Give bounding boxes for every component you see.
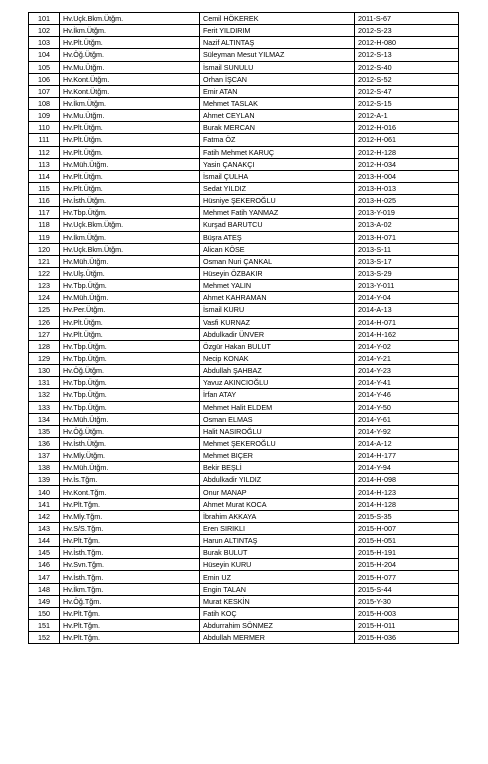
rank-cell: Hv.Mly.Ütğm. xyxy=(60,450,200,462)
rank-cell: Hv.Tbp.Ütğm. xyxy=(60,280,200,292)
table-row xyxy=(29,97,459,109)
rank-cell: Hv.İkm.Tğm. xyxy=(60,583,200,595)
name-cell: Mehmet YALIN xyxy=(200,280,355,292)
rank-cell: Hv.Müh.Ütğm. xyxy=(60,255,200,267)
table-row xyxy=(29,559,459,571)
registry-number-cell: 2014-H-071 xyxy=(355,316,459,328)
table-row xyxy=(29,243,459,255)
name-cell: Mehmet Fatih YANMAZ xyxy=(200,207,355,219)
name-cell: Fatma ÖZ xyxy=(200,134,355,146)
table-row xyxy=(29,377,459,389)
registry-number-cell: 2013-S-17 xyxy=(355,255,459,267)
registry-number-cell: 2013-H-004 xyxy=(355,170,459,182)
table-row xyxy=(29,255,459,267)
row-number: 108 xyxy=(29,97,60,109)
table-row xyxy=(29,437,459,449)
table-row xyxy=(29,280,459,292)
name-cell: Mehmet TASLAK xyxy=(200,97,355,109)
row-number: 107 xyxy=(29,85,60,97)
registry-number-cell: 2012-S-52 xyxy=(355,73,459,85)
row-number: 102 xyxy=(29,25,60,37)
rank-cell: Hv.Mu.Ütğm. xyxy=(60,110,200,122)
name-cell: Hüseyin ÖZBAKIR xyxy=(200,267,355,279)
name-cell: Necip KONAK xyxy=(200,352,355,364)
table-row xyxy=(29,195,459,207)
name-cell: Emir ATAN xyxy=(200,85,355,97)
rank-cell: Hv.Plt.Ütğm. xyxy=(60,122,200,134)
name-cell: Abdulkadir YILDIZ xyxy=(200,474,355,486)
row-number: 133 xyxy=(29,401,60,413)
table-row xyxy=(29,328,459,340)
name-cell: Hüseyin KURU xyxy=(200,559,355,571)
table-row xyxy=(29,207,459,219)
registry-number-cell: 2014-Y-46 xyxy=(355,389,459,401)
name-cell: Büşra ATEŞ xyxy=(200,231,355,243)
rank-cell: Hv.İsth.Tğm. xyxy=(60,571,200,583)
name-cell: Yasin ÇANAKÇI xyxy=(200,158,355,170)
registry-number-cell: 2013-Y-019 xyxy=(355,207,459,219)
rank-cell: Hv.Tbp.Ütğm. xyxy=(60,352,200,364)
row-number: 136 xyxy=(29,437,60,449)
row-number: 141 xyxy=(29,498,60,510)
registry-number-cell: 2013-H-025 xyxy=(355,195,459,207)
row-number: 127 xyxy=(29,328,60,340)
rank-cell: Hv.İsth.Ütğm. xyxy=(60,195,200,207)
registry-number-cell: 2013-H-071 xyxy=(355,231,459,243)
rank-cell: Hv.Plt.Ütğm. xyxy=(60,316,200,328)
registry-number-cell: 2014-Y-23 xyxy=(355,365,459,377)
rank-cell: Hv.İkm.Ütğm. xyxy=(60,231,200,243)
row-number: 106 xyxy=(29,73,60,85)
row-number: 152 xyxy=(29,632,60,644)
name-cell: Sedat YILDIZ xyxy=(200,182,355,194)
registry-number-cell: 2011-S-67 xyxy=(355,13,459,25)
registry-number-cell: 2015-H-077 xyxy=(355,571,459,583)
name-cell: Onur MANAP xyxy=(200,486,355,498)
name-cell: Özgür Hakan BULUT xyxy=(200,340,355,352)
name-cell: İsmail SUNULU xyxy=(200,61,355,73)
row-number: 125 xyxy=(29,304,60,316)
registry-number-cell: 2014-Y-94 xyxy=(355,462,459,474)
table-row xyxy=(29,583,459,595)
registry-number-cell: 2014-H-162 xyxy=(355,328,459,340)
rank-cell: Hv.İsth.Tğm. xyxy=(60,547,200,559)
table-row xyxy=(29,365,459,377)
row-number: 117 xyxy=(29,207,60,219)
registry-number-cell: 2014-H-098 xyxy=(355,474,459,486)
row-number: 110 xyxy=(29,122,60,134)
registry-number-cell: 2015-Y-30 xyxy=(355,595,459,607)
name-cell: Abdullah MERMER xyxy=(200,632,355,644)
rank-cell: Hv.Svn.Tğm. xyxy=(60,559,200,571)
row-number: 147 xyxy=(29,571,60,583)
name-cell: Hüsniye ŞEKEROĞLU xyxy=(200,195,355,207)
row-number: 124 xyxy=(29,292,60,304)
rank-cell: Hv.Öğ.Ütğm. xyxy=(60,365,200,377)
table-row xyxy=(29,134,459,146)
rank-cell: Hv.Plt.Tğm. xyxy=(60,498,200,510)
name-cell: Mehmet BIÇER xyxy=(200,450,355,462)
name-cell: Ferit YILDIRIM xyxy=(200,25,355,37)
name-cell: Süleyman Mesut YILMAZ xyxy=(200,49,355,61)
registry-number-cell: 2014-Y-61 xyxy=(355,413,459,425)
registry-number-cell: 2014-Y-02 xyxy=(355,340,459,352)
name-cell: Murat KESKİN xyxy=(200,595,355,607)
name-cell: Ahmet CEYLAN xyxy=(200,110,355,122)
table-row xyxy=(29,352,459,364)
registry-number-cell: 2012-H-061 xyxy=(355,134,459,146)
registry-number-cell: 2014-Y-21 xyxy=(355,352,459,364)
name-cell: Ahmet Murat KOCA xyxy=(200,498,355,510)
registry-number-cell: 2012-S-13 xyxy=(355,49,459,61)
name-cell: İbrahim AKKAYA xyxy=(200,510,355,522)
name-cell: İrfan ATAY xyxy=(200,389,355,401)
table-row xyxy=(29,522,459,534)
registry-number-cell: 2013-H-013 xyxy=(355,182,459,194)
row-number: 130 xyxy=(29,365,60,377)
row-number: 112 xyxy=(29,146,60,158)
name-cell: Eren SIRIKLI xyxy=(200,522,355,534)
rank-cell: Hv.Plt.Ütğm. xyxy=(60,182,200,194)
registry-number-cell: 2014-Y-41 xyxy=(355,377,459,389)
name-cell: Vasfi KURNAZ xyxy=(200,316,355,328)
rank-cell: Hv.Plt.Ütğm. xyxy=(60,170,200,182)
rank-cell: Hv.İkm.Ütğm. xyxy=(60,25,200,37)
rank-cell: Hv.Plt.Ütğm. xyxy=(60,134,200,146)
name-cell: İsmail ÇULHA xyxy=(200,170,355,182)
name-cell: Mehmet ŞEKEROĞLU xyxy=(200,437,355,449)
rank-cell: Hv.Müh.Ütğm. xyxy=(60,413,200,425)
registry-number-cell: 2015-H-191 xyxy=(355,547,459,559)
registry-number-cell: 2014-A-13 xyxy=(355,304,459,316)
registry-number-cell: 2012-H-080 xyxy=(355,37,459,49)
row-number: 140 xyxy=(29,486,60,498)
row-number: 128 xyxy=(29,340,60,352)
registry-number-cell: 2012-H-034 xyxy=(355,158,459,170)
registry-number-cell: 2012-H-128 xyxy=(355,146,459,158)
registry-number-cell: 2013-S-11 xyxy=(355,243,459,255)
table-row xyxy=(29,595,459,607)
name-cell: Mehmet Halit ELDEM xyxy=(200,401,355,413)
row-number: 104 xyxy=(29,49,60,61)
table-row xyxy=(29,486,459,498)
table-row xyxy=(29,25,459,37)
rank-cell: Hv.Plt.Ütğm. xyxy=(60,37,200,49)
registry-number-cell: 2013-S-29 xyxy=(355,267,459,279)
name-cell: İsmail KURU xyxy=(200,304,355,316)
registry-number-cell: 2012-A-1 xyxy=(355,110,459,122)
table-row xyxy=(29,122,459,134)
name-cell: Orhan İŞCAN xyxy=(200,73,355,85)
rank-cell: Hv.İkm.Ütğm. xyxy=(60,97,200,109)
row-number: 148 xyxy=(29,583,60,595)
table-row xyxy=(29,219,459,231)
table-row xyxy=(29,474,459,486)
table-row xyxy=(29,85,459,97)
row-number: 135 xyxy=(29,425,60,437)
registry-number-cell: 2014-Y-50 xyxy=(355,401,459,413)
table-row xyxy=(29,547,459,559)
name-cell: Nazif ALTINTAŞ xyxy=(200,37,355,49)
name-cell: Fatih KOÇ xyxy=(200,607,355,619)
registry-number-cell: 2012-S-23 xyxy=(355,25,459,37)
rank-cell: Hv.Öğ.Tğm. xyxy=(60,595,200,607)
rank-cell: Hv.Plt.Ütğm. xyxy=(60,328,200,340)
row-number: 111 xyxy=(29,134,60,146)
registry-number-cell: 2012-S-40 xyxy=(355,61,459,73)
name-cell: Engin TALAN xyxy=(200,583,355,595)
rank-cell: Hv.Tbp.Ütğm. xyxy=(60,207,200,219)
rank-cell: Hv.Mly.Tğm. xyxy=(60,510,200,522)
rank-cell: Hv.Tbp.Ütğm. xyxy=(60,340,200,352)
table-row xyxy=(29,425,459,437)
table-row xyxy=(29,304,459,316)
table-row xyxy=(29,450,459,462)
row-number: 105 xyxy=(29,61,60,73)
registry-number-cell: 2015-H-003 xyxy=(355,607,459,619)
rank-cell: Hv.Mu.Ütğm. xyxy=(60,61,200,73)
table-row xyxy=(29,316,459,328)
name-cell: Cemil HÖKEREK xyxy=(200,13,355,25)
table-row xyxy=(29,607,459,619)
table-row xyxy=(29,73,459,85)
rank-cell: Hv.Uçk.Bkm.Ütğm. xyxy=(60,243,200,255)
name-cell: Emin UZ xyxy=(200,571,355,583)
table-row xyxy=(29,110,459,122)
rank-cell: Hv.Plt.Tğm. xyxy=(60,535,200,547)
row-number: 144 xyxy=(29,535,60,547)
name-cell: Fatih Mehmet KARUÇ xyxy=(200,146,355,158)
rank-cell: Hv.Tbp.Ütğm. xyxy=(60,401,200,413)
registry-number-cell: 2014-Y-04 xyxy=(355,292,459,304)
table-row xyxy=(29,498,459,510)
row-number: 123 xyxy=(29,280,60,292)
rank-cell: Hv.Uçk.Bkm.Ütğm. xyxy=(60,13,200,25)
row-number: 118 xyxy=(29,219,60,231)
registry-number-cell: 2015-S-44 xyxy=(355,583,459,595)
table-row xyxy=(29,632,459,644)
name-cell: Abdullah ŞAHBAZ xyxy=(200,365,355,377)
rank-cell: Hv.Uçk.Bkm.Ütğm. xyxy=(60,219,200,231)
rank-cell: Hv.Kont.Ütğm. xyxy=(60,73,200,85)
registry-number-cell: 2014-H-123 xyxy=(355,486,459,498)
rank-cell: Hv.S/S.Tğm. xyxy=(60,522,200,534)
row-number: 109 xyxy=(29,110,60,122)
table-row xyxy=(29,13,459,25)
table-row xyxy=(29,61,459,73)
row-number: 149 xyxy=(29,595,60,607)
table-row xyxy=(29,37,459,49)
rank-cell: Hv.Öğ.Ütğm. xyxy=(60,49,200,61)
row-number: 103 xyxy=(29,37,60,49)
row-number: 120 xyxy=(29,243,60,255)
table-row xyxy=(29,535,459,547)
row-number: 134 xyxy=(29,413,60,425)
registry-number-cell: 2014-H-177 xyxy=(355,450,459,462)
row-number: 139 xyxy=(29,474,60,486)
table-row xyxy=(29,292,459,304)
rank-cell: Hv.Plt.Ütğm. xyxy=(60,146,200,158)
row-number: 143 xyxy=(29,522,60,534)
rank-cell: Hv.Plt.Tğm. xyxy=(60,607,200,619)
row-number: 116 xyxy=(29,195,60,207)
table-row xyxy=(29,413,459,425)
personnel-table xyxy=(28,12,459,644)
rank-cell: Hv.Plt.Tğm. xyxy=(60,632,200,644)
rank-cell: Hv.Tbp.Ütğm. xyxy=(60,377,200,389)
table-row xyxy=(29,620,459,632)
table-row xyxy=(29,510,459,522)
rank-cell: Hv.İsth.Ütğm. xyxy=(60,437,200,449)
registry-number-cell: 2013-A-02 xyxy=(355,219,459,231)
table-row xyxy=(29,340,459,352)
table-row xyxy=(29,231,459,243)
table-row xyxy=(29,170,459,182)
table-body xyxy=(29,13,459,644)
registry-number-cell: 2015-H-036 xyxy=(355,632,459,644)
name-cell: Abdulkadir ÜNVER xyxy=(200,328,355,340)
rank-cell: Hv.Müh.Ütğm. xyxy=(60,158,200,170)
registry-number-cell: 2015-H-051 xyxy=(355,535,459,547)
row-number: 113 xyxy=(29,158,60,170)
rank-cell: Hv.Ulş.Ütğm. xyxy=(60,267,200,279)
row-number: 121 xyxy=(29,255,60,267)
rank-cell: Hv.Plt.Tğm. xyxy=(60,620,200,632)
table-row xyxy=(29,267,459,279)
name-cell: Osman ELMAS xyxy=(200,413,355,425)
row-number: 151 xyxy=(29,620,60,632)
registry-number-cell: 2015-S-35 xyxy=(355,510,459,522)
row-number: 119 xyxy=(29,231,60,243)
row-number: 129 xyxy=(29,352,60,364)
table-row xyxy=(29,182,459,194)
rank-cell: Hv.Per.Ütğm. xyxy=(60,304,200,316)
registry-number-cell: 2012-S-47 xyxy=(355,85,459,97)
name-cell: Osman Nuri ÇANKAL xyxy=(200,255,355,267)
rank-cell: Hv.İs.Tğm. xyxy=(60,474,200,486)
table-row xyxy=(29,401,459,413)
rank-cell: Hv.Kont.Ütğm. xyxy=(60,85,200,97)
registry-number-cell: 2015-H-007 xyxy=(355,522,459,534)
registry-number-cell: 2014-H-128 xyxy=(355,498,459,510)
name-cell: Kurşad BARUTCU xyxy=(200,219,355,231)
row-number: 101 xyxy=(29,13,60,25)
row-number: 146 xyxy=(29,559,60,571)
rank-cell: Hv.Kont.Tğm. xyxy=(60,486,200,498)
table-row xyxy=(29,146,459,158)
name-cell: Burak BULUT xyxy=(200,547,355,559)
row-number: 115 xyxy=(29,182,60,194)
registry-number-cell: 2012-H-016 xyxy=(355,122,459,134)
row-number: 138 xyxy=(29,462,60,474)
registry-number-cell: 2014-A-12 xyxy=(355,437,459,449)
registry-number-cell: 2015-H-204 xyxy=(355,559,459,571)
row-number: 114 xyxy=(29,170,60,182)
row-number: 122 xyxy=(29,267,60,279)
table-row xyxy=(29,462,459,474)
table-row xyxy=(29,158,459,170)
name-cell: Yavuz AKINCIOĞLU xyxy=(200,377,355,389)
table-row xyxy=(29,571,459,583)
rank-cell: Hv.Öğ.Ütğm. xyxy=(60,425,200,437)
row-number: 137 xyxy=(29,450,60,462)
name-cell: Halit NASIROĞLU xyxy=(200,425,355,437)
row-number: 126 xyxy=(29,316,60,328)
name-cell: Harun ALTINTAŞ xyxy=(200,535,355,547)
row-number: 142 xyxy=(29,510,60,522)
row-number: 145 xyxy=(29,547,60,559)
rank-cell: Hv.Tbp.Ütğm. xyxy=(60,389,200,401)
registry-number-cell: 2012-S-15 xyxy=(355,97,459,109)
name-cell: Bekir BEŞLİ xyxy=(200,462,355,474)
row-number: 150 xyxy=(29,607,60,619)
rank-cell: Hv.Müh.Ütğm. xyxy=(60,462,200,474)
table-row xyxy=(29,49,459,61)
row-number: 131 xyxy=(29,377,60,389)
name-cell: Ahmet KAHRAMAN xyxy=(200,292,355,304)
registry-number-cell: 2013-Y-011 xyxy=(355,280,459,292)
table-row xyxy=(29,389,459,401)
document-page xyxy=(28,12,459,644)
name-cell: Burak MERCAN xyxy=(200,122,355,134)
name-cell: Abdurrahim SÖNMEZ xyxy=(200,620,355,632)
name-cell: Alican KÖSE xyxy=(200,243,355,255)
rank-cell: Hv.Müh.Ütğm. xyxy=(60,292,200,304)
row-number: 132 xyxy=(29,389,60,401)
registry-number-cell: 2014-Y-92 xyxy=(355,425,459,437)
registry-number-cell: 2015-H-011 xyxy=(355,620,459,632)
